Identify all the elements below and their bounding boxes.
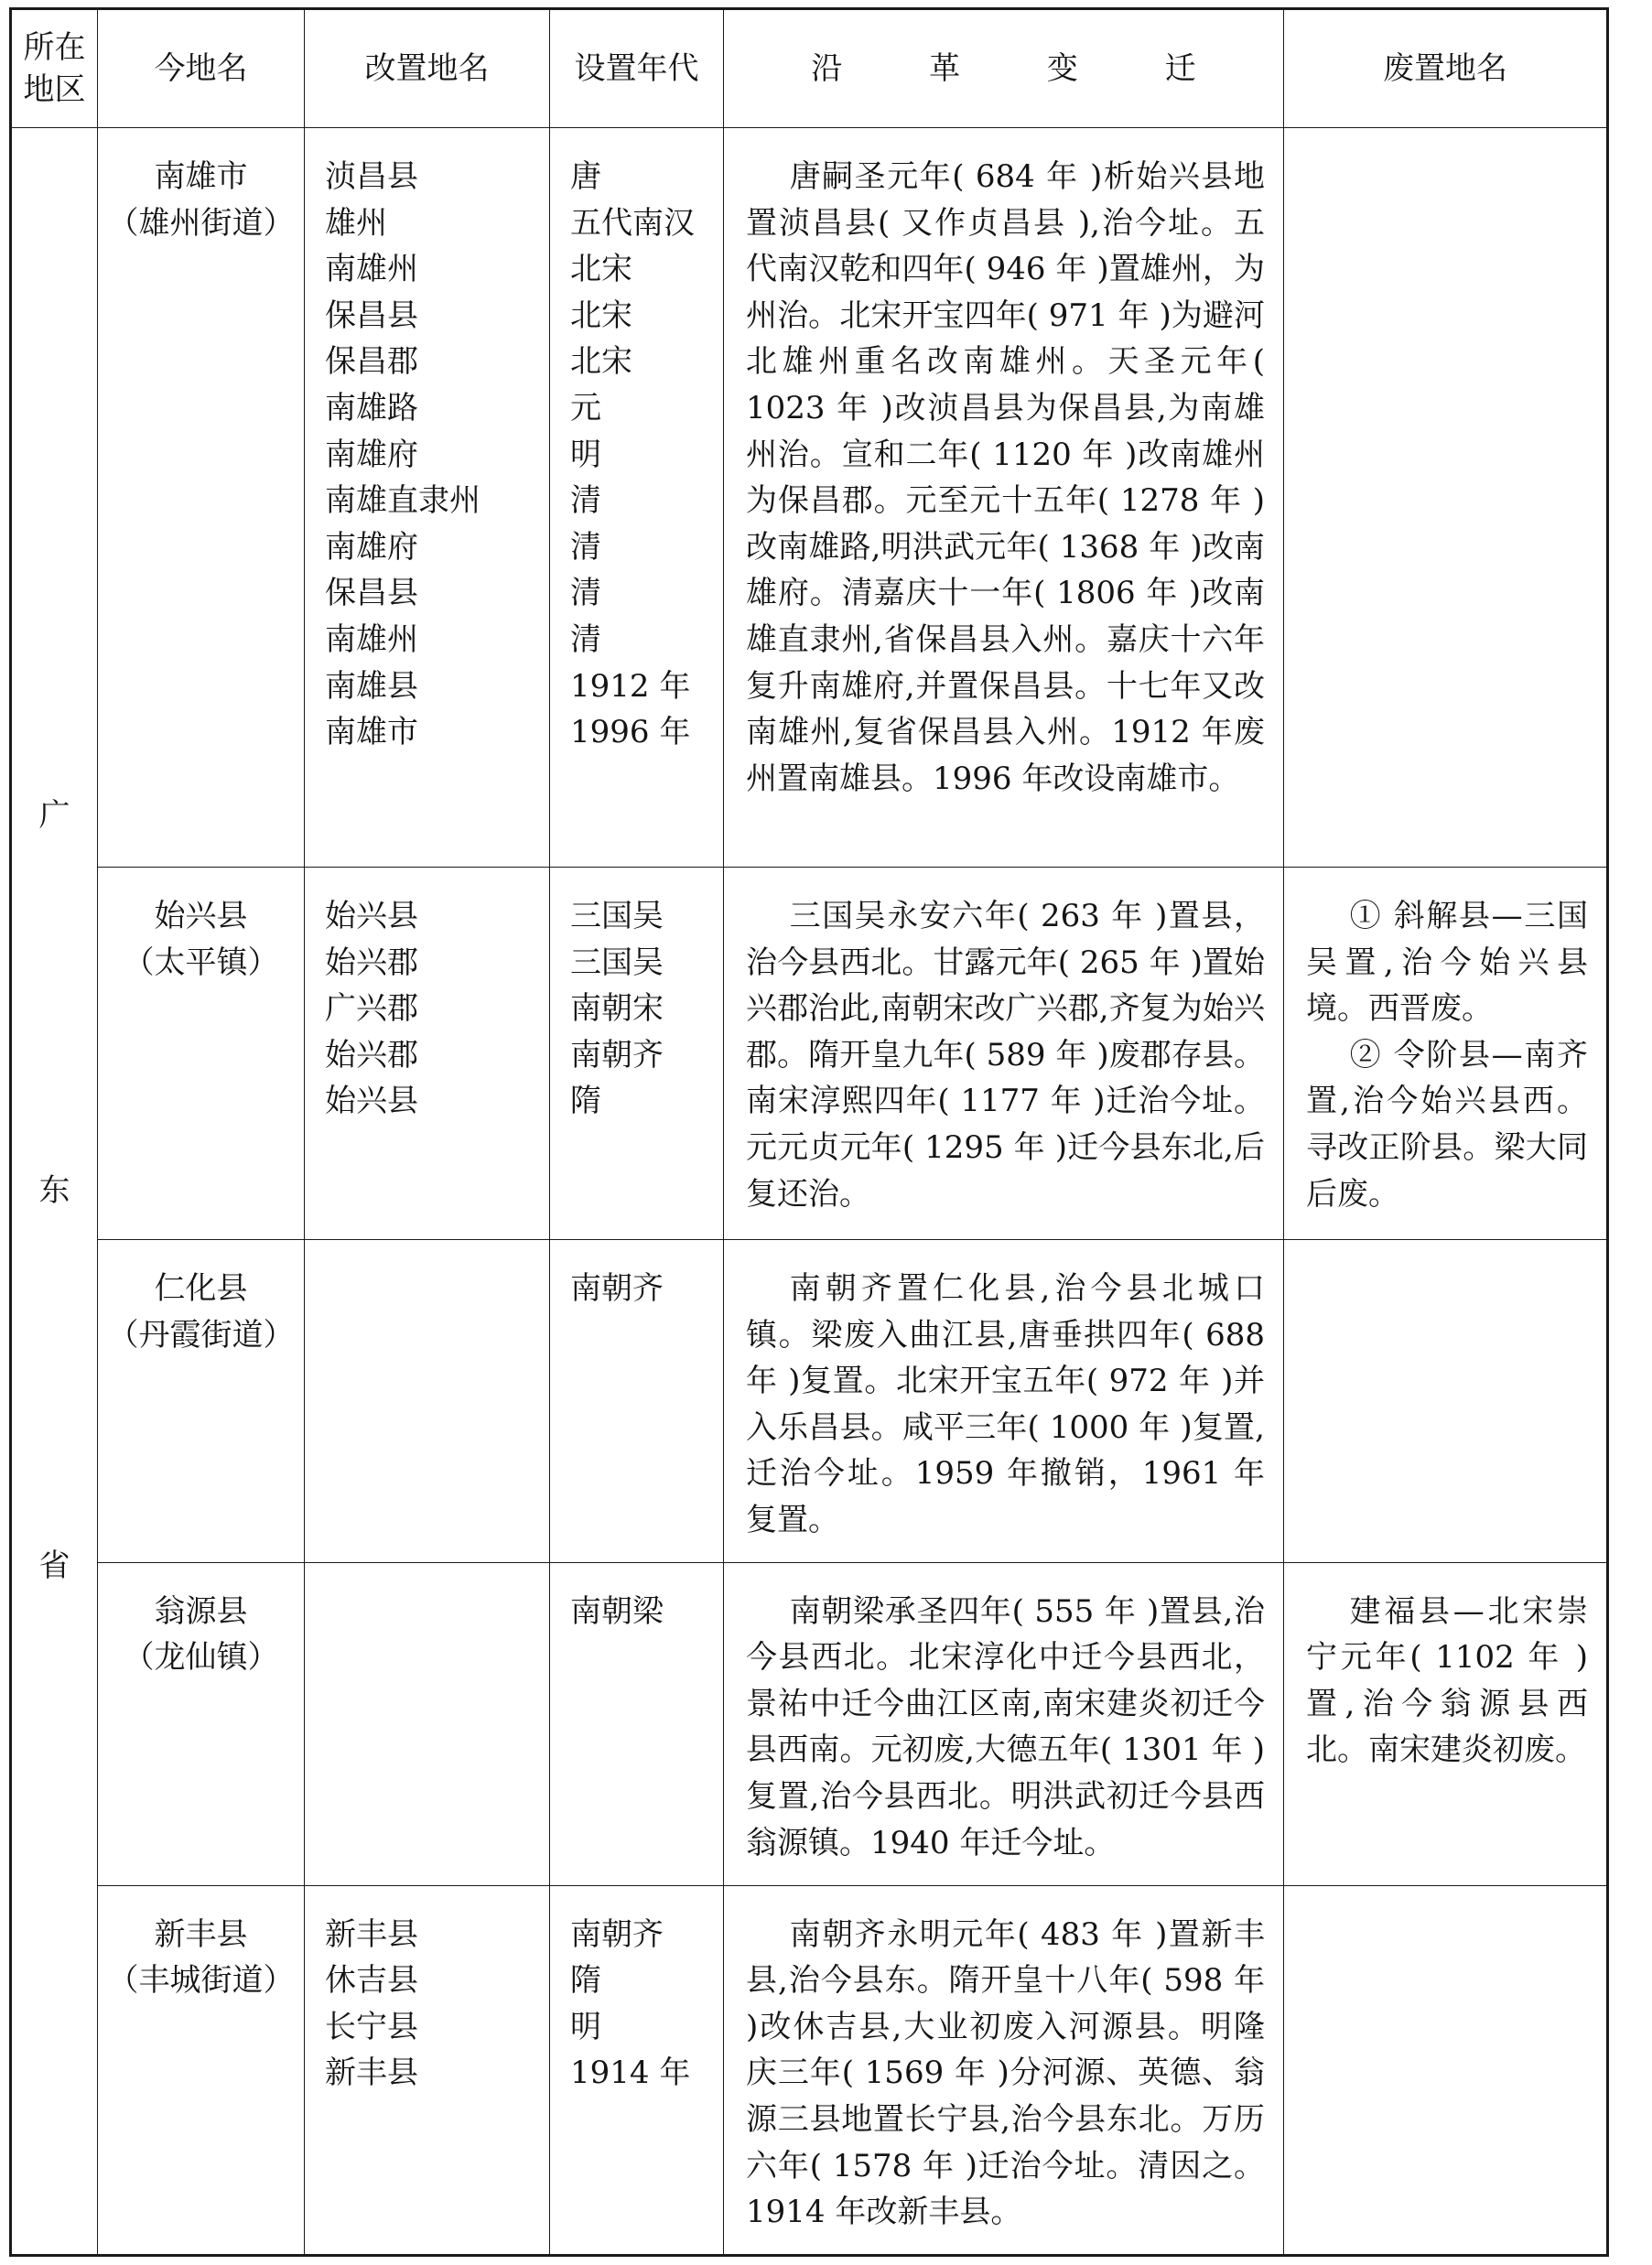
history-text: 南朝齐永明元年( 483 年 )置新丰县,治今县东。隋开皇十八年( 598 年 )改休吉县,大业初废入河源县。明隆庆三年( 1569 年 )分河源、英德、翁源三县地置长宁县,治今县东北。万历六年( 1578 年 )迁治今址。清因之。1914 年改新丰县。 [746,1915,1265,2231]
abolished-cell [1284,1885,1608,2255]
former-name-item: 南雄州 [325,620,418,658]
header-period: 设置年代 [550,9,724,128]
former-name-item: 南雄府 [325,436,418,473]
period-cell [550,1885,724,2255]
period-item: 北宋 [570,297,632,334]
former-names-cell [305,128,550,868]
former-name-item: 始兴县 [325,1083,418,1120]
header-history: 沿 革 变 迁 [724,9,1284,128]
former-name-item: 雄州 [325,204,387,242]
modern-name-cell [98,1562,305,1885]
history-text: 南朝梁承圣四年( 555 年 )置县,治今县西北。北宋淳化中迁今县西北，景祐中迁今曲江区南,南宋建炎初迁今县西南。元初废,大德五年( 1301 年 )复置,治今县西北。明洪武初迁今县西翁源镇。1940 年迁今址。 [746,1592,1265,1861]
period-item: 南朝齐 [570,1270,664,1307]
region-char: 广 [38,797,70,835]
modern-name-cell [98,1885,305,2255]
header-region-label: 所在 地区 [23,29,86,108]
period-item: 五代南汉 [570,204,695,242]
modern-name-line: （太平镇） [123,944,279,981]
abolished-cell [1284,868,1608,1240]
table-row [11,1562,1608,1885]
modern-name-line: 翁源县 [154,1592,248,1630]
former-name-item: 南雄直隶州 [325,482,480,520]
period-item: 隋 [570,1962,601,2000]
period-item: 隋 [570,1083,601,1120]
period-item: 清 [570,528,601,566]
header-abolished: 废置地名 [1284,9,1608,128]
period-cell [550,1562,724,1885]
former-name-item: 南雄州 [325,251,418,288]
period-item: 南朝齐 [570,1915,664,1953]
period-item: 北宋 [570,251,632,288]
former-name-item: 保昌郡 [325,343,418,381]
period-item: 1914 年 [570,2055,691,2092]
period-item: 元 [570,389,601,426]
former-name-item: 休吉县 [325,1962,418,2000]
former-name-item: 南雄县 [325,667,418,705]
modern-name-line: （龙仙镇） [123,1639,279,1677]
former-names-cell [305,1562,550,1885]
former-name-item: 南雄路 [325,389,418,426]
period-item: 唐 [570,158,601,195]
history-text: 南朝齐置仁化县,治今县北城口镇。梁废入曲江县,唐垂拱四年( 688 年 )复置。北宋开宝五年( 972 年 )并入乐昌县。咸平三年( 1000 年 )复置,迁治今址。1959 年撤销，1961 年复置。 [746,1270,1265,1538]
former-name-item: 始兴郡 [325,944,418,981]
history-text: 三国吴永安六年( 263 年 )置县，治今县西北。甘露元年( 265 年 )置始兴郡治此,南朝宋改广兴郡,齐复为始兴郡。隋开皇九年( 589 年 )废郡存县。南宋淳熙四年( 1177 年 )迁治今址。元元贞元年( 1295 年 )迁今县东北,后复还治。 [746,898,1265,1213]
period-item: 明 [570,436,601,473]
table-header-row [11,9,1608,128]
header-former-names: 改置地名 [305,9,550,128]
history-cell [724,1885,1284,2255]
period-item: 三国吴 [570,944,664,981]
history-text: 唐嗣圣元年( 684 年 )析始兴县地置浈昌县( 又作贞昌县 ),治今址。五代南汉乾和四年( 946 年 )置雄州，为州治。北宋开宝四年( 971 年 )为避河北雄州重名改南雄州。天圣元年( 1023 年 )改浈昌县为保昌县,为南雄州治。宣和二年( 1120 年 )改南雄州为保昌郡。元至元十五年( 1278 年 )改南雄路,明洪武元年( 1368 年 )改南雄府。清嘉庆十一年( 1806 年 )改南雄直隶州,省保昌县入州。嘉庆十六年复升南雄府,并置保昌县。十七年又改南雄州,复省保昌县入州。1912 年废州置南雄县。1996 年改设南雄市。 [746,158,1265,797]
former-name-item: 南雄市 [325,714,418,751]
former-name-item: 始兴县 [325,898,418,934]
modern-name-line: 仁化县 [154,1270,248,1307]
abolished-cell [1284,1562,1608,1885]
modern-name-line: 新丰县 [154,1915,248,1953]
former-names-cell [305,868,550,1240]
former-name-item: 新丰县 [325,2055,418,2092]
abolished-cell [1284,128,1608,868]
modern-name-cell [98,1240,305,1563]
period-item: 清 [570,620,601,658]
period-item: 明 [570,2008,601,2045]
former-name-item: 广兴郡 [325,990,418,1028]
modern-name-cell [98,868,305,1240]
table-row [11,1885,1608,2255]
history-cell [724,868,1284,1240]
period-item: 1996 年 [570,714,691,751]
period-cell [550,868,724,1240]
abolished-cell [1284,1240,1608,1563]
history-cell [724,1562,1284,1885]
period-cell [550,128,724,868]
abolished-entry: 建福县—北宋崇宁元年( 1102 年 )置,治今翁源县西北。南宋建炎初废。 [1306,1592,1588,1769]
modern-name-line: （雄州街道） [107,204,295,242]
place-name-table [9,7,1609,2257]
history-cell [724,128,1284,868]
region-char: 省 [38,1548,70,1585]
period-item: 三国吴 [570,898,664,934]
table-row [11,868,1608,1240]
table-row [11,1240,1608,1563]
header-region [11,9,98,128]
abolished-entry: ② 令阶县—南齐置,治今始兴县西。寻改正阶县。梁大同后废。 [1306,1036,1588,1213]
header-modern-name: 今地名 [98,9,305,128]
former-name-item: 南雄府 [325,528,418,566]
region-char: 东 [38,1172,70,1210]
former-names-cell [305,1240,550,1563]
gazetteer-table-page [9,7,1609,2257]
former-name-item: 始兴郡 [325,1036,418,1073]
former-name-item: 浈昌县 [325,158,418,195]
period-item: 1912 年 [570,667,691,705]
region-cell [11,128,98,2256]
modern-name-cell [98,128,305,868]
period-item: 清 [570,482,601,520]
modern-name-line: 南雄市 [154,158,248,195]
former-name-item: 新丰县 [325,1915,418,1953]
period-item: 南朝梁 [570,1592,664,1630]
table-row [11,128,1608,868]
modern-name-line: （丹霞街道） [107,1316,295,1354]
modern-name-line: （丰城街道） [107,1962,295,2000]
period-item: 北宋 [570,343,632,381]
former-name-item: 保昌县 [325,297,418,334]
former-name-item: 保昌县 [325,575,418,612]
former-name-item: 长宁县 [325,2008,418,2045]
period-item: 南朝宋 [570,990,664,1028]
modern-name-line: 始兴县 [154,898,248,934]
abolished-entry: ① 斜解县—三国吴置,治今始兴县境。西晋废。 [1306,898,1588,1028]
period-item: 清 [570,575,601,612]
period-cell [550,1240,724,1563]
history-cell [724,1240,1284,1563]
former-names-cell [305,1885,550,2255]
period-item: 南朝齐 [570,1036,664,1073]
